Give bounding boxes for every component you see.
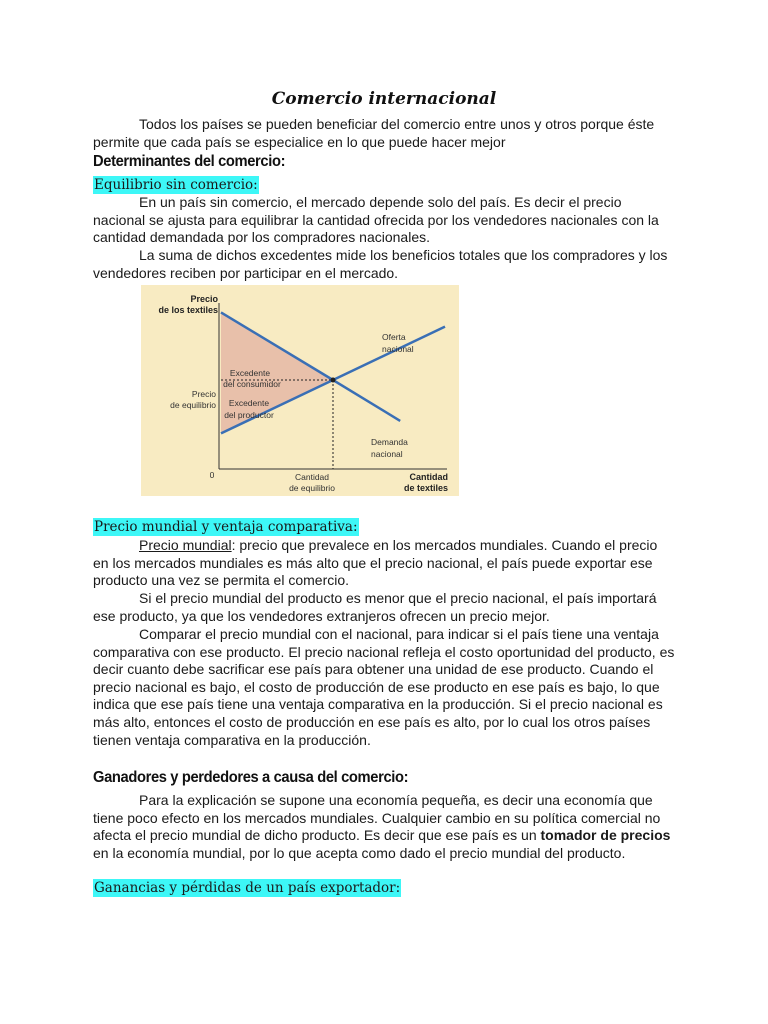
paragraph-economia-text-b: en la economía mundial, por lo que acepta como dado el precio mundial del producto. — [93, 844, 626, 861]
consumer-surplus-label-line2: del consumidor — [223, 379, 281, 389]
y-axis-label-line1: Precio — [190, 294, 218, 304]
supply-label-line1: Oferta — [382, 332, 406, 342]
subheading-pais-exportador: Ganancias y pérdidas de un país exportador: — [94, 880, 401, 896]
paragraph-precio-mundial — [93, 537, 675, 590]
paragraph-equilibrio: En un país sin comercio, el mercado depende solo del país. Es decir el precio nacional se ajusta para equilibrar la cantidad ofrecida por los vendedores nacionales con la cantidad demandada por los compradores nacionales. — [93, 194, 659, 246]
x-axis-label-line2: de textiles — [403, 483, 448, 493]
heading-ganadores: Ganadores y perdedores a causa del comercio: — [93, 769, 409, 786]
intro-paragraph: Todos los países se pueden beneficiar del comercio entre unos y otros porque éste permite que cada país se especialice en lo que puede hacer mejor — [93, 116, 655, 150]
supply-demand-chart — [141, 285, 459, 496]
producer-surplus-label-line2: del productor — [224, 410, 274, 420]
y-tick-label-line2: de equilibrio — [170, 400, 216, 410]
term-precio-mundial: Precio mundial — [139, 537, 232, 553]
supply-demand-figure — [141, 285, 459, 496]
demand-label-line1: Demanda — [371, 437, 408, 447]
heading-determinantes: Determinantes del comercio: — [93, 153, 286, 170]
producer-surplus-label-line1: Excedente — [228, 398, 270, 408]
equilibrium-point — [331, 378, 336, 383]
paragraph-importara: Si el precio mundial del producto es menor que el precio nacional, el país importará ese producto, ya que los vendedores extranjeros ofrecen un precio mejor. — [93, 590, 657, 624]
page-title: Comercio internacional — [271, 89, 497, 109]
paragraph-comparar: Comparar el precio mundial con el nacional, para indicar si el país tiene una ventaja comparativa con ese producto. El precio nacional refleja el costo oportunidad del producto, es decir cuanto debe sacrificar ese país para obtener una unidad de ese producto. Cuando el precio nacional es bajo, el costo de producción de ese producto en ese país es bajo, lo que indica que ese país tiene una ventaja comparativa en la producción. Si el precio nacional es más alto, entonces el costo de producción en ese país es alto, por lo cual los otros países tienen ventaja comparativa en la producción. — [93, 626, 675, 748]
x-axis-label-line1: Cantidad — [409, 472, 448, 482]
demand-label-line2: nacional — [371, 449, 403, 459]
paragraph-economia-text-a: Para la explicación se supone una economía pequeña, es decir una economía que tiene poco efecto en los mercados mundiales. Cualquier cambio en su política comercial no afecta el precio mundial de dicho producto. Es decir que ese país es un — [93, 792, 661, 844]
supply-label-line2: nacional — [382, 344, 414, 354]
paragraph-precio-mundial-text: : precio que prevalece en los mercados mundiales. Cuando el precio en los mercados mundiales es más alto que el precio nacional, el país puede exportar ese producto una vez se permita el comercio. — [93, 537, 658, 589]
x-tick-label-line1: Cantidad — [294, 472, 330, 482]
y-tick-label-line1: Precio — [191, 389, 216, 399]
subheading-precio-mundial: Precio mundial y ventaja comparativa: — [94, 519, 358, 535]
term-tomador-de-precios: tomador de precios — [540, 827, 671, 844]
origin-label: 0 — [209, 470, 215, 480]
paragraph-excedentes: La suma de dichos excedentes mide los beneficios totales que los compradores y los vendedores reciben por participar en el mercado. — [93, 247, 668, 281]
subheading-equilibrio: Equilibrio sin comercio: — [94, 177, 258, 193]
y-axis-label-line2: de los textiles — [158, 305, 218, 315]
x-tick-label-line2: de equilibrio — [289, 483, 335, 493]
paragraph-economia-pequena — [93, 792, 675, 862]
consumer-surplus-label-line1: Excedente — [229, 368, 271, 378]
